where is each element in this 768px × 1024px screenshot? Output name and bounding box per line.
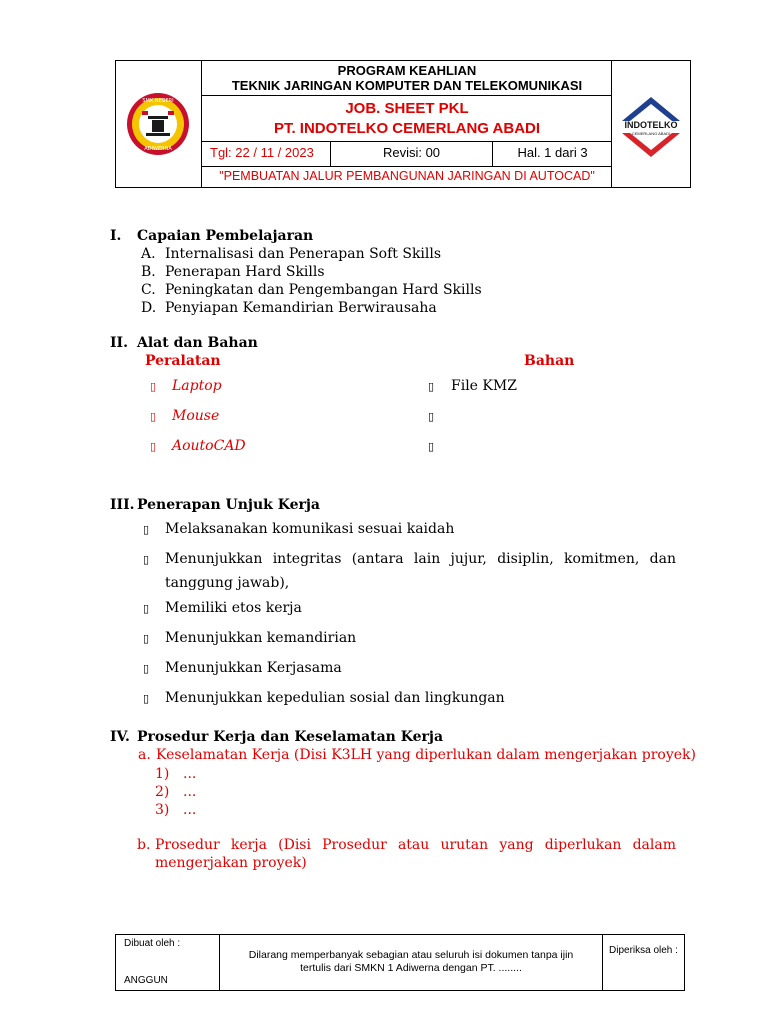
logo-text-bottom: ADIWERNA bbox=[144, 146, 172, 152]
safety-label: a. bbox=[138, 747, 151, 763]
tools-column-header: Peralatan bbox=[145, 353, 221, 369]
list-item bbox=[141, 281, 482, 299]
tool-item: ▯ Laptop bbox=[150, 378, 222, 394]
bullet-box-icon: ▯ bbox=[428, 410, 435, 423]
section-2-numeral: II. bbox=[110, 335, 128, 351]
author-name: ANGGUN bbox=[124, 975, 168, 986]
material-item bbox=[428, 407, 434, 437]
numbered-item: 1) ... bbox=[155, 766, 197, 782]
performance-list bbox=[143, 520, 676, 719]
bullet-box-icon: ▯ bbox=[143, 523, 150, 536]
materials-column-header: Bahan bbox=[524, 353, 575, 369]
item-label: B. bbox=[141, 264, 156, 280]
material-item: ▯ File KMZ bbox=[428, 378, 517, 394]
bullet-box-icon: ▯ bbox=[150, 380, 157, 393]
item-label: C. bbox=[141, 282, 156, 298]
document-footer bbox=[115, 934, 685, 991]
performance-item-continued: tanggung jawab), bbox=[165, 575, 290, 591]
performance-item: ▯ Memiliki etos kerja bbox=[143, 600, 302, 616]
bullet-box-icon: ▯ bbox=[143, 692, 150, 705]
page-field: Hal. 1 dari 3 bbox=[517, 145, 588, 160]
header-middle bbox=[201, 61, 612, 187]
logo-text-top: SMK NEGERI bbox=[142, 98, 174, 104]
section-3-title: Penerapan Unjuk Kerja bbox=[137, 497, 320, 513]
section-2-title: Alat dan Bahan bbox=[137, 335, 258, 351]
list-item bbox=[141, 299, 437, 317]
performance-item: ▯ Menunjukkan integritas (antara lain jujur, disiplin, komitmen, dan bbox=[143, 551, 676, 567]
material-item bbox=[428, 437, 434, 467]
bullet-box-icon: ▯ bbox=[143, 553, 150, 566]
checked-by-label: Diperiksa oleh : bbox=[609, 945, 678, 956]
notice-line1: Dilarang memperbanyak sebagian atau seluruh isi dokumen tanpa ijin bbox=[248, 949, 574, 961]
performance-item: ▯ Menunjukkan kepedulian sosial dan lingkungan bbox=[143, 690, 505, 706]
bullet-box-icon: ▯ bbox=[143, 632, 150, 645]
procedure-label: b. bbox=[137, 837, 151, 853]
section-1-numeral: I. bbox=[110, 228, 122, 244]
materials-list bbox=[428, 377, 517, 467]
bullet-box-icon: ▯ bbox=[150, 410, 157, 423]
safety-numbered-list bbox=[155, 765, 197, 819]
item-text: Internalisasi dan Penerapan Soft Skills bbox=[165, 246, 442, 262]
date-field: Tgl: 22 / 11 / 2023 bbox=[210, 145, 314, 160]
document-header bbox=[115, 60, 691, 188]
revision-field: Revisi: 00 bbox=[330, 142, 493, 166]
indotelko-sub: CEMERLANG ABADI bbox=[631, 131, 671, 136]
bullet-box-icon: ▯ bbox=[428, 440, 435, 453]
bullet-box-icon: ▯ bbox=[150, 440, 157, 453]
item-text: Penerapan Hard Skills bbox=[165, 264, 325, 280]
procedure-subheading bbox=[137, 836, 676, 871]
section-3-heading bbox=[110, 496, 320, 514]
item-label: D. bbox=[141, 300, 157, 316]
school-logo bbox=[116, 61, 201, 187]
tools-list bbox=[150, 377, 246, 467]
job-sheet-label: JOB. SHEET PKL bbox=[345, 100, 469, 117]
tool-item: ▯ Mouse bbox=[150, 408, 220, 424]
performance-item: ▯ Menunjukkan kemandirian bbox=[143, 630, 357, 646]
bullet-box-icon: ▯ bbox=[143, 602, 150, 615]
learning-outcomes-list bbox=[141, 245, 482, 317]
notice-line2: tertulis dari SMKN 1 Adiwerna dengan PT. ........ bbox=[300, 962, 522, 974]
performance-item: ▯ Melaksanakan komunikasi sesuai kaidah bbox=[143, 521, 455, 537]
section-1-title: Capaian Pembelajaran bbox=[137, 228, 314, 244]
indotelko-logo bbox=[611, 61, 691, 187]
section-4-heading bbox=[110, 728, 444, 746]
job-title: "PEMBUATAN JALUR PEMBANGUNAN JARINGAN DI AUTOCAD" bbox=[219, 169, 595, 183]
list-item bbox=[141, 245, 442, 263]
tool-item: ▯ AoutoCAD bbox=[150, 438, 246, 454]
made-by-cell bbox=[116, 935, 219, 990]
bullet-box-icon: ▯ bbox=[428, 380, 435, 393]
section-1-heading bbox=[110, 227, 314, 245]
section-4-title: Prosedur Kerja dan Keselamatan Kerja bbox=[137, 729, 444, 745]
procedure-text-line1: Prosedur kerja (Disi Prosedur atau urutan yang diperlukan dalam bbox=[155, 837, 676, 853]
safety-subheading bbox=[138, 746, 696, 764]
bullet-box-icon: ▯ bbox=[143, 662, 150, 675]
job-sheet-title bbox=[202, 96, 612, 142]
program-line2: TEKNIK JARINGAN KOMPUTER DAN TELEKOMUNIKASI bbox=[231, 78, 583, 93]
copyright-notice bbox=[219, 935, 603, 990]
item-text: Peningkatan dan Pengembangan Hard Skills bbox=[165, 282, 482, 298]
numbered-item: 3) ... bbox=[155, 802, 197, 818]
made-by-label: Dibuat oleh : bbox=[124, 938, 181, 949]
section-2-heading bbox=[110, 334, 258, 352]
section-4-numeral: IV. bbox=[110, 729, 130, 745]
company-name: PT. INDOTELKO CEMERLANG ABADI bbox=[273, 120, 541, 137]
item-text: Penyiapan Kemandirian Berwirausaha bbox=[165, 300, 437, 316]
indotelko-name: INDOTELKO bbox=[624, 120, 678, 130]
numbered-item: 2) ... bbox=[155, 784, 197, 800]
item-label: A. bbox=[141, 246, 156, 262]
safety-text: Keselamatan Kerja (Disi K3LH yang diperlukan dalam mengerjakan proyek) bbox=[156, 747, 696, 763]
meta-row bbox=[202, 142, 612, 167]
program-title bbox=[202, 61, 612, 96]
program-line1: PROGRAM KEAHLIAN bbox=[337, 63, 477, 78]
section-3-numeral: III. bbox=[110, 497, 135, 513]
list-item bbox=[141, 263, 325, 281]
performance-item: ▯ Menunjukkan Kerjasama bbox=[143, 660, 342, 676]
procedure-text-line2: mengerjakan proyek) bbox=[155, 855, 307, 871]
